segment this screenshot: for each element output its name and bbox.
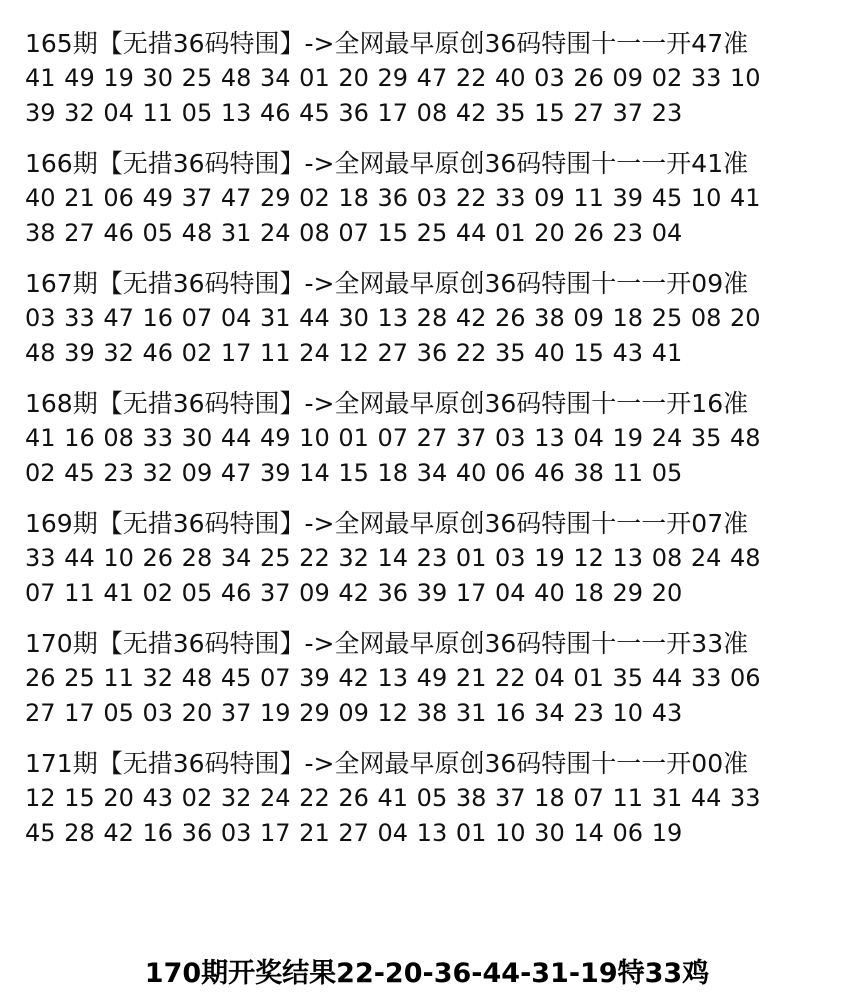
numbers-row: 48 39 32 46 02 17 11 24 12 27 36 22 35 40 15 43 41 <box>25 339 683 367</box>
block-title: 169期【无措36码特围】->全网最早原创36码特围十一一开07准 <box>25 509 749 538</box>
numbers-row: 45 28 42 16 36 03 17 21 27 04 13 01 10 30 14 06 19 <box>25 819 683 847</box>
prediction-block-165 <box>25 26 825 131</box>
draw-result-banner: 170期开奖结果22-20-36-44-31-19特33鸡 <box>144 958 710 989</box>
numbers-row: 33 44 10 26 28 34 25 22 32 14 23 01 03 19 12 13 08 24 48 <box>25 544 761 572</box>
prediction-block-171 <box>25 746 825 851</box>
prediction-block-167 <box>25 266 825 371</box>
numbers-row: 26 25 11 32 48 45 07 39 42 13 49 21 22 04 01 35 44 33 06 <box>25 664 761 692</box>
numbers-row: 38 27 46 05 48 31 24 08 07 15 25 44 01 20 26 23 04 <box>25 219 683 247</box>
block-title: 165期【无措36码特围】->全网最早原创36码特围十一一开47准 <box>25 29 749 58</box>
numbers-row: 40 21 06 49 37 47 29 02 18 36 03 22 33 09 11 39 45 10 41 <box>25 184 761 212</box>
numbers-row: 41 49 19 30 25 48 34 01 20 29 47 22 40 03 26 09 02 33 10 <box>25 64 761 92</box>
block-title: 168期【无措36码特围】->全网最早原创36码特围十一一开16准 <box>25 389 749 418</box>
prediction-block-166 <box>25 146 825 251</box>
numbers-row: 27 17 05 03 20 37 19 29 09 12 38 31 16 34 23 10 43 <box>25 699 683 727</box>
numbers-row: 41 16 08 33 30 44 49 10 01 07 27 37 03 13 04 19 24 35 48 <box>25 424 761 452</box>
numbers-row: 39 32 04 11 05 13 46 45 36 17 08 42 35 15 27 37 23 <box>25 99 683 127</box>
block-title: 167期【无措36码特围】->全网最早原创36码特围十一一开09准 <box>25 269 749 298</box>
numbers-row: 03 33 47 16 07 04 31 44 30 13 28 42 26 38 09 18 25 08 20 <box>25 304 761 332</box>
prediction-block-170 <box>25 626 825 731</box>
numbers-row: 02 45 23 32 09 47 39 14 15 18 34 40 06 46 38 11 05 <box>25 459 683 487</box>
numbers-row: 12 15 20 43 02 32 24 22 26 41 05 38 37 18 07 11 31 44 33 <box>25 784 761 812</box>
prediction-block-168 <box>25 386 825 491</box>
prediction-list <box>25 26 825 866</box>
block-title: 171期【无措36码特围】->全网最早原创36码特围十一一开00准 <box>25 749 749 778</box>
numbers-row: 07 11 41 02 05 46 37 09 42 36 39 17 04 40 18 29 20 <box>25 579 683 607</box>
block-title: 166期【无措36码特围】->全网最早原创36码特围十一一开41准 <box>25 149 749 178</box>
prediction-block-169 <box>25 506 825 611</box>
block-title: 170期【无措36码特围】->全网最早原创36码特围十一一开33准 <box>25 629 749 658</box>
